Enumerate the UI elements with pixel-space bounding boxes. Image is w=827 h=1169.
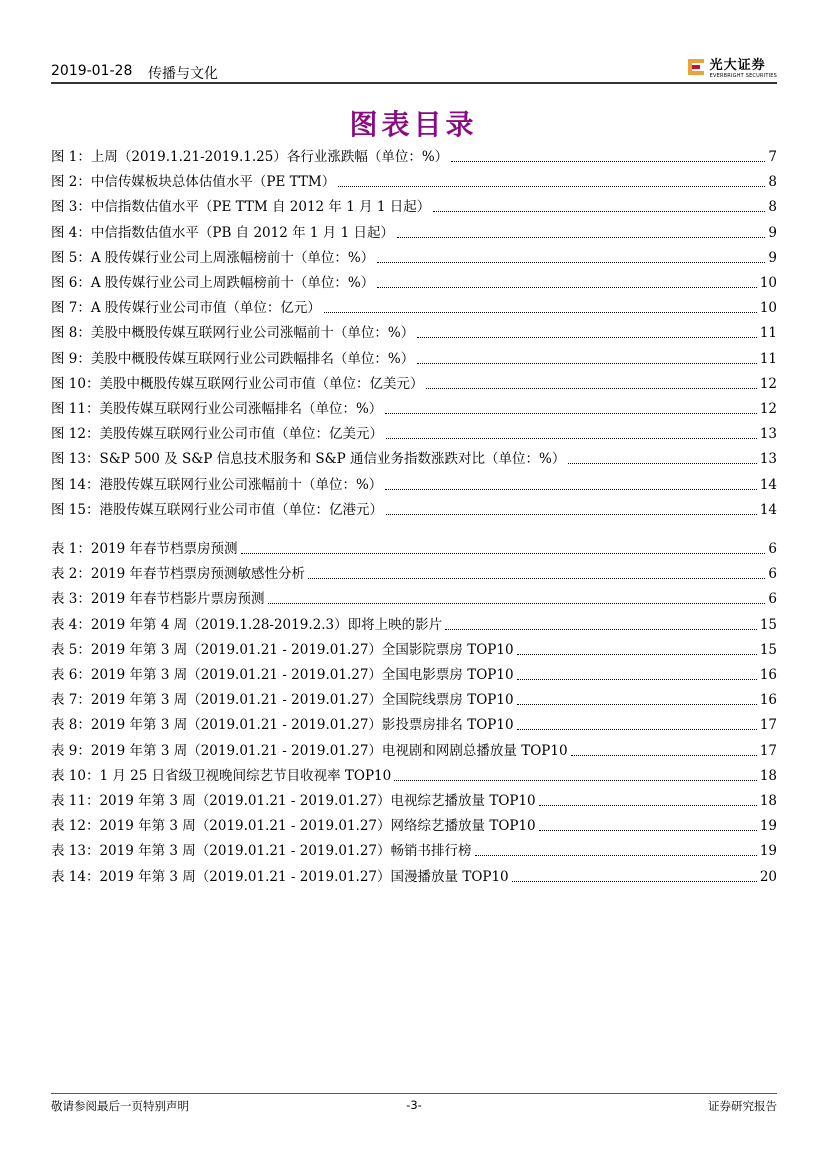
report-sector: 传播与文化 <box>148 66 218 82</box>
logo-chinese-name: 光大证券 <box>709 58 766 73</box>
figure-entry[interactable] <box>51 475 777 495</box>
table-entry[interactable] <box>51 539 777 559</box>
dot-leader <box>377 261 765 263</box>
table-entry[interactable] <box>51 589 777 609</box>
dot-leader <box>241 552 766 554</box>
figure-entry[interactable] <box>51 273 777 293</box>
dot-leader <box>517 703 757 705</box>
dot-leader <box>308 577 765 579</box>
dot-leader <box>417 336 757 338</box>
table-entry[interactable] <box>51 615 777 635</box>
figure-entry[interactable] <box>51 197 777 217</box>
table-entry-page: 15 <box>759 616 777 633</box>
dot-leader <box>426 387 756 389</box>
figure-entry-page: 7 <box>768 149 777 165</box>
figure-entry-label: 图 7：A 股传媒行业公司市值（单位：亿元） <box>51 300 321 317</box>
table-entry[interactable] <box>51 791 777 811</box>
dot-leader <box>433 210 765 212</box>
figure-entry[interactable] <box>51 323 777 343</box>
table-entry[interactable] <box>51 690 777 710</box>
figure-entry-label: 图 14：港股传媒互联网行业公司涨幅前十（单位：%） <box>51 476 383 493</box>
table-entry-label: 表 12：2019 年第 3 周（2019.01.21 - 2019.01.27）网络综艺播放量 TOP10 <box>51 818 536 835</box>
figure-entry-label: 图 4：中信指数估值水平（PB 自 2012 年 1 月 1 日起） <box>51 224 394 241</box>
logo-english-name: EVERBRIGHT SECURITIES <box>709 73 777 79</box>
table-entry-label: 表 1：2019 年春节档票房预测 <box>51 541 238 557</box>
table-entry-label: 表 2：2019 年春节档票房预测敏感性分析 <box>51 566 306 583</box>
table-entry-label: 表 7：2019 年第 3 周（2019.01.21 - 2019.01.27）全国院线票房 TOP10 <box>51 692 514 709</box>
logo-mark-icon <box>688 58 706 80</box>
figure-entry-label: 图 11：美股传媒互联网行业公司涨幅排名（单位：%） <box>51 401 383 417</box>
table-entry[interactable] <box>51 841 777 861</box>
table-entry-page: 17 <box>759 742 777 759</box>
dot-leader <box>445 628 757 630</box>
dot-leader <box>377 286 757 288</box>
dot-leader <box>417 362 757 364</box>
figure-entry[interactable] <box>51 349 777 369</box>
footer-divider <box>51 1093 777 1094</box>
figure-entry[interactable] <box>51 374 777 394</box>
figure-entry[interactable] <box>51 399 777 419</box>
dot-leader <box>571 754 757 756</box>
page-number: -3- <box>406 1098 422 1112</box>
figure-entry-label: 图 6：A 股传媒行业公司上周跌幅榜前十（单位：%） <box>51 275 375 291</box>
table-entry-page: 20 <box>759 868 777 885</box>
table-entry-page: 19 <box>759 818 777 835</box>
dot-leader <box>539 829 757 831</box>
figure-entry-page: 14 <box>759 476 777 493</box>
page-title: 图表目录 <box>349 108 478 141</box>
figure-entry-page: 13 <box>759 426 777 443</box>
dot-leader <box>338 185 765 187</box>
dot-leader <box>568 462 756 464</box>
table-entry-page: 15 <box>759 641 777 658</box>
figure-entry-label: 图 5：A 股传媒行业公司上周涨幅榜前十（单位：%） <box>51 249 375 266</box>
figure-entry-page: 9 <box>768 224 777 241</box>
figure-entry[interactable] <box>51 449 777 469</box>
figure-entry-page: 10 <box>759 300 777 317</box>
page-header <box>51 56 777 84</box>
header-divider <box>51 82 777 84</box>
table-entry[interactable] <box>51 766 777 786</box>
dot-leader <box>268 602 766 604</box>
table-entry[interactable] <box>51 665 777 685</box>
table-entry[interactable] <box>51 741 777 761</box>
figure-entry-label: 图 9：美股中概股传媒互联网行业公司跌幅排名（单位：%） <box>51 350 415 367</box>
dot-leader <box>386 513 757 515</box>
figure-entry-label: 图 15：港股传媒互联网行业公司市值（单位：亿港元） <box>51 501 383 518</box>
figure-entry-page: 13 <box>759 451 777 468</box>
table-entry[interactable] <box>51 715 777 735</box>
figure-entry-page: 12 <box>759 401 777 417</box>
table-entry-label: 表 14：2019 年第 3 周（2019.01.21 - 2019.01.27）国漫播放量 TOP10 <box>51 868 509 885</box>
figure-entry[interactable] <box>51 248 777 268</box>
dot-leader <box>517 653 757 655</box>
figure-entry-page: 9 <box>768 249 777 266</box>
table-entry-label: 表 8：2019 年第 3 周（2019.01.21 - 2019.01.27）影投票房排名 TOP10 <box>51 717 514 734</box>
figure-entry[interactable] <box>51 172 777 192</box>
figure-entry[interactable] <box>51 500 777 520</box>
figure-entry-label: 图 1：上周（2019.1.21-2019.1.25）各行业涨跌幅（单位：%） <box>51 149 449 165</box>
figure-entry-page: 8 <box>768 199 777 216</box>
table-entry-page: 6 <box>768 541 777 557</box>
table-entry-label: 表 4：2019 年第 4 周（2019.1.28-2019.2.3）即将上映的影片 <box>51 616 443 633</box>
figure-entry-label: 图 10：美股中概股传媒互联网行业公司市值（单位：亿美元） <box>51 375 424 392</box>
table-entry[interactable] <box>51 640 777 660</box>
dot-leader <box>324 311 757 313</box>
figure-entry-label: 图 2：中信传媒板块总体估值水平（PE TTM） <box>51 174 336 191</box>
figure-entry-label: 图 3：中信指数估值水平（PE TTM 自 2012 年 1 月 1 日起） <box>51 199 431 216</box>
table-entry-page: 6 <box>768 591 777 608</box>
figure-entry-page: 8 <box>768 174 777 191</box>
figure-entry-label: 图 8：美股中概股传媒互联网行业公司涨幅前十（单位：%） <box>51 325 415 342</box>
table-entry[interactable] <box>51 867 777 887</box>
table-entry-page: 16 <box>759 667 777 683</box>
footer-disclaimer: 敬请参阅最后一页特别声明 <box>51 1099 189 1113</box>
table-entry-label: 表 3：2019 年春节档影片票房预测 <box>51 591 265 608</box>
figure-entry[interactable] <box>51 424 777 444</box>
table-entry-page: 18 <box>759 767 777 784</box>
table-entry-page: 16 <box>759 692 777 709</box>
dot-leader <box>475 854 757 856</box>
figure-entry-page: 10 <box>759 275 777 291</box>
figure-entry-label: 图 13：S&P 500 及 S&P 信息技术服务和 S&P 通信业务指数涨跌对比（单位：%） <box>51 451 566 468</box>
table-entry-page: 18 <box>759 793 777 809</box>
figure-entry[interactable] <box>51 223 777 243</box>
table-entry-page: 6 <box>768 566 777 583</box>
figure-entry-page: 11 <box>759 350 777 367</box>
footer-doc-type: 证券研究报告 <box>708 1099 777 1113</box>
dot-leader <box>385 488 757 490</box>
dot-leader <box>517 678 757 680</box>
table-entry-label: 表 9：2019 年第 3 周（2019.01.21 - 2019.01.27）电视剧和网剧总播放量 TOP10 <box>51 742 568 759</box>
dot-leader <box>394 779 757 781</box>
dot-leader <box>386 437 757 439</box>
table-entry-label: 表 11：2019 年第 3 周（2019.01.21 - 2019.01.27）电视综艺播放量 TOP10 <box>51 793 536 809</box>
dot-leader <box>539 804 757 806</box>
table-entry-page: 19 <box>759 843 777 860</box>
dot-leader <box>512 880 757 882</box>
table-entry-page: 17 <box>759 717 777 734</box>
figure-entry[interactable] <box>51 147 777 167</box>
table-entry[interactable] <box>51 816 777 836</box>
table-entry-label: 表 10：1 月 25 日省级卫视晚间综艺节目收视率 TOP10 <box>51 767 392 784</box>
table-entry-label: 表 13：2019 年第 3 周（2019.01.21 - 2019.01.27）畅销书排行榜 <box>51 843 472 860</box>
company-logo <box>688 56 777 82</box>
figure-entry[interactable] <box>51 298 777 318</box>
figure-entry-label: 图 12：美股传媒互联网行业公司市值（单位：亿美元） <box>51 426 383 443</box>
table-entry[interactable] <box>51 564 777 584</box>
page-footer <box>51 1098 777 1116</box>
dot-leader <box>451 160 765 162</box>
figure-entry-page: 11 <box>759 325 777 342</box>
dot-leader <box>517 728 757 730</box>
figure-entry-page: 14 <box>759 501 777 518</box>
dot-leader <box>397 236 765 238</box>
figure-entry-page: 12 <box>759 375 777 392</box>
dot-leader <box>385 412 757 414</box>
report-date: 2019-01-28 <box>51 63 133 79</box>
table-entry-label: 表 5：2019 年第 3 周（2019.01.21 - 2019.01.27）全国影院票房 TOP10 <box>51 641 514 658</box>
table-entry-label: 表 6：2019 年第 3 周（2019.01.21 - 2019.01.27）全国电影票房 TOP10 <box>51 667 514 683</box>
